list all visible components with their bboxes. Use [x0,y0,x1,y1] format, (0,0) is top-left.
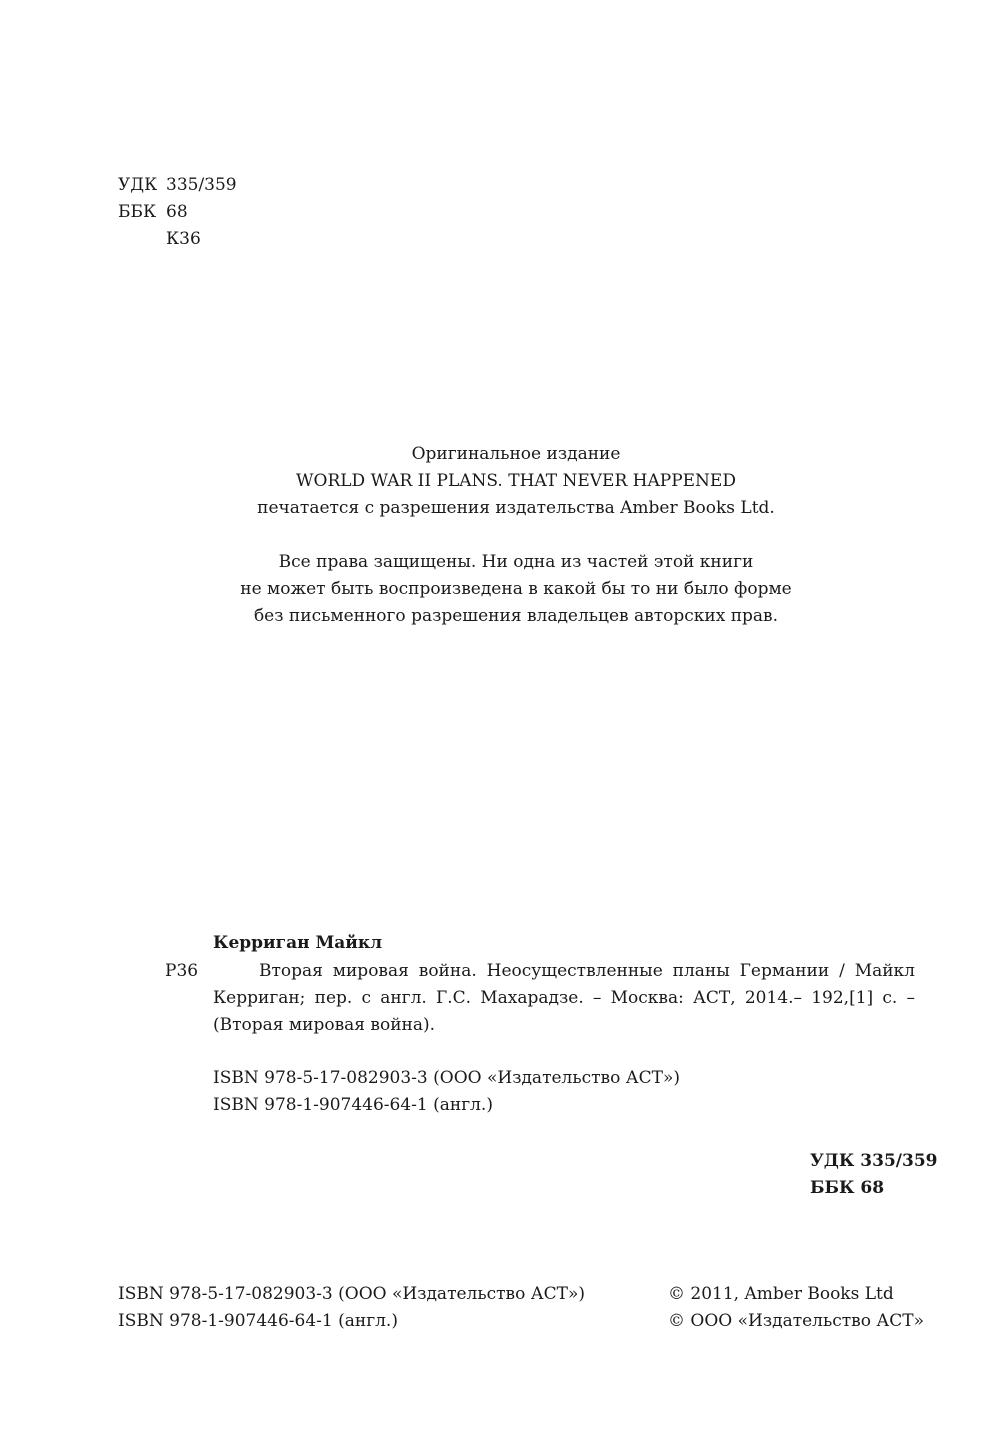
bbk-label: ББК [118,202,157,222]
rights-line-2: не может быть воспроизведена в какой бы то ни было форме [240,579,792,599]
udk-label: УДК [118,175,158,195]
bbk-row [118,199,237,226]
author-mark: К36 [166,229,201,249]
footer-copyright-block [668,1281,924,1335]
footer-isbn-1: ISBN 978-5-17-082903-3 (ООО «Издательство АСТ») [118,1284,585,1304]
biblio-bbk: ББК 68 [810,1178,885,1198]
classification-block [118,172,237,253]
udk-value: 335/359 [166,175,237,195]
biblio-author: Керриган Майкл [213,933,383,953]
biblio-classification [810,1148,937,1202]
biblio-code: Р36 [165,961,199,981]
udk-row [118,172,237,199]
footer-copyright-1: © 2011, Amber Books Ltd [668,1284,894,1304]
biblio-udk: УДК 335/359 [810,1151,938,1171]
rights-line-1: Все права защищены. Ни одна из частей этой книги [278,552,754,572]
copyright-notice [160,441,872,630]
biblio-isbn-block [213,1065,680,1119]
bbk-value: 68 [166,202,188,222]
biblio-isbn-2: ISBN 978-1-907446-64-1 (англ.) [213,1095,493,1115]
biblio-isbn-1: ISBN 978-5-17-082903-3 (ООО «Издательство АСТ») [213,1068,680,1088]
author-mark-row [118,226,237,253]
footer-isbn-2: ISBN 978-1-907446-64-1 (англ.) [118,1311,398,1331]
biblio-description: Вторая мировая война. Неосуществленные планы Германии / Майкл Керриган; пер. с англ. Г.С. Махарадзе. – Москва: АСТ, 2014.– 192,[1] с. – (Вторая мировая война). [213,961,915,1035]
original-edition-label: Оригинальное издание [411,444,621,464]
permission-text: печатается с разрешения издательства Amber Books Ltd. [257,498,775,518]
footer-isbn-block [118,1281,585,1335]
original-title: WORLD WAR II PLANS. THAT NEVER HAPPENED [296,471,736,491]
rights-line-3: без письменного разрешения владельцев авторских прав. [253,606,779,626]
footer-copyright-2: © ООО «Издательство АСТ» [668,1311,924,1331]
